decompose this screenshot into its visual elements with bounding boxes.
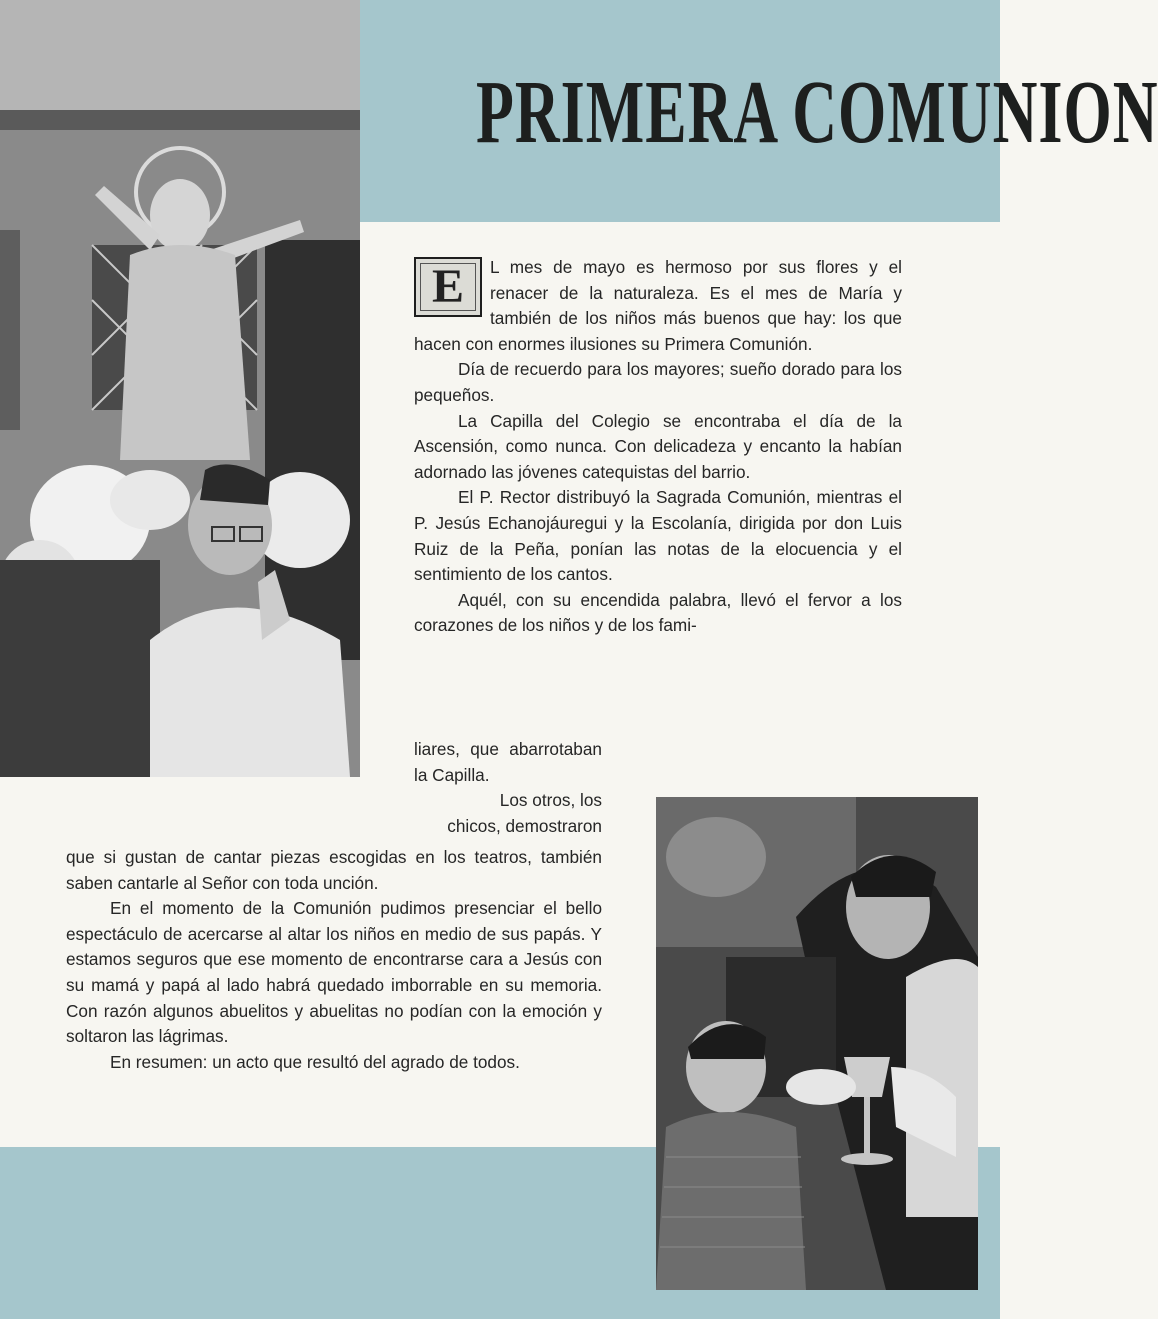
- dropcap-letter: E: [414, 257, 482, 317]
- paragraph-8: En resumen: un acto que resultó del agrado de todos.: [110, 1051, 520, 1072]
- paragraph-6-start: Los otros, los chicos, demostraron: [447, 790, 602, 836]
- photo-statue-child-praying: [0, 0, 360, 777]
- article-body-narrow: [414, 737, 602, 839]
- page-title: PRIMERA COMUNION: [476, 63, 1158, 163]
- paragraph-6-end: que si gustan de cantar piezas escogidas en los teatros, también saben cantarle al Señor con toda unción.: [66, 847, 602, 893]
- photo-communion-boy-priest: [656, 797, 978, 1290]
- paragraph-intro-text: L mes de mayo es hermoso por sus flores y el renacer de la naturaleza. Es el mes de María y también de los niños más buenos que hay: los que hacen con enormes ilusiones su Primera Comunión.: [414, 257, 902, 354]
- paragraph-7: En el momento de la Comunión pudimos presenciar el bello espectáculo de acercarse al altar los niños en medio de sus papás. Y estamos seguros que ese momento de encontrarse cara a Jesús con su mamá y papá al lado habrá quedado imborrable en su memoria. Con razón algunos abuelitos y abuelitas no podían con la emoción y soltaron las lágrimas.: [66, 898, 602, 1047]
- paragraph-intro: [414, 255, 902, 357]
- paragraph-3: La Capilla del Colegio se encontraba el día de la Ascensión, como nunca. Con delicadeza y encanto la habían adornado las jóvenes catequistas del barrio.: [414, 410, 902, 482]
- paragraph-4: El P. Rector distribuyó la Sagrada Comunión, mientras el P. Jesús Echanojáuregui y la Escolanía, dirigida por don Luis Ruiz de la Peña, ponían las notas de la elocuencia y el sentimiento de los cantos.: [414, 487, 902, 585]
- paragraph-2: Día de recuerdo para los mayores; sueño dorado para los pequeños.: [414, 359, 902, 405]
- paragraph-5-cont: liares, que abarrotaban la Capilla.: [414, 739, 602, 785]
- article-body-lower: [66, 845, 602, 1075]
- article-body: [414, 255, 902, 639]
- paragraph-5: Aquél, con su encendida palabra, llevó el fervor a los corazones de los niños y de los fami-: [414, 589, 902, 636]
